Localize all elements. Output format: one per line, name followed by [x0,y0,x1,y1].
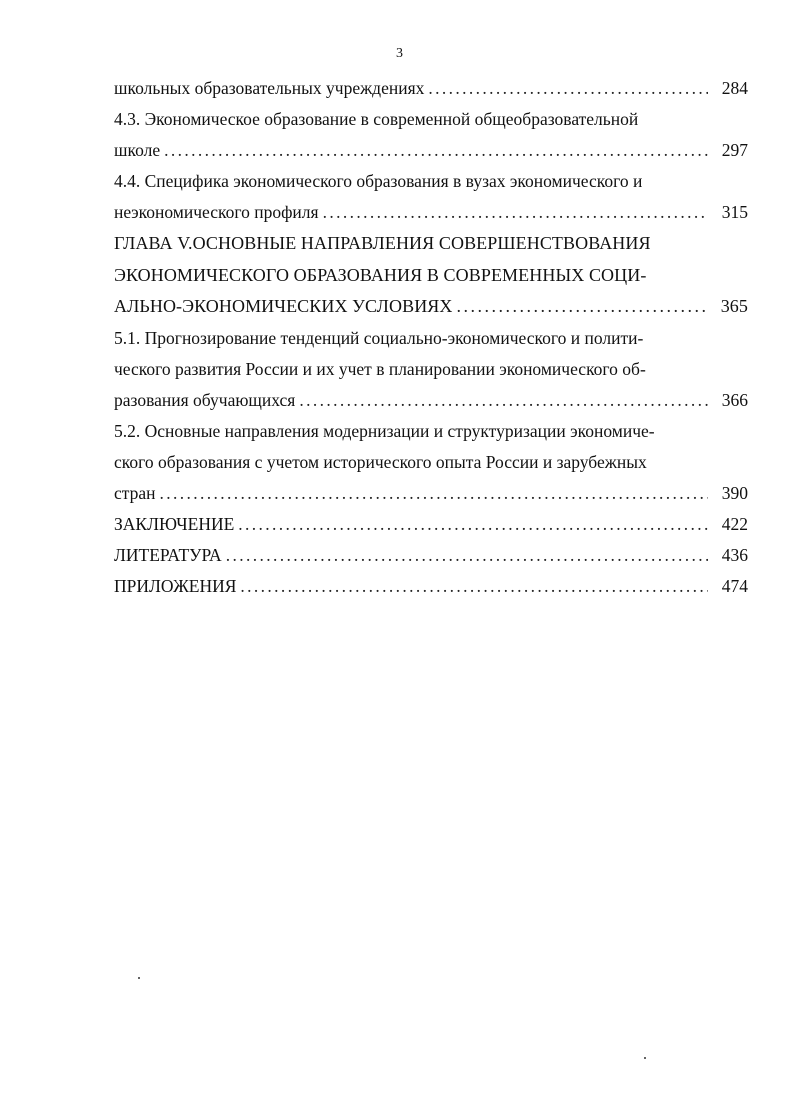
scan-speck [138,977,140,979]
toc-chapter-line[interactable] [114,260,748,292]
toc-entry-text: неэкономического профиля [114,202,319,222]
toc-page-number: 474 [721,575,748,596]
toc-page-number: 390 [721,482,748,503]
toc-page-number: 436 [721,544,748,565]
toc-page-number: 284 [721,78,748,98]
dot-leader [323,197,708,228]
toc-page-number: 366 [721,389,748,410]
dot-leader [428,73,708,104]
toc-entry-text: ПРИЛОЖЕНИЯ [114,575,237,596]
toc-page-number: 297 [721,140,748,160]
dot-leader [164,135,708,166]
toc-line[interactable] [114,571,748,602]
toc-page-number: 422 [721,513,748,534]
toc-line[interactable] [114,509,748,540]
toc-entry-text: ЗАКЛЮЧЕНИЕ [114,513,235,534]
toc-entry-text: 4.4. Специфика экономического образования в вузах экономического и [114,171,643,191]
toc-entry-text: 4.3. Экономическое образование в современной общеобразовательной [114,109,639,129]
toc-line[interactable] [114,385,748,416]
toc-chapter-line[interactable] [114,228,748,260]
toc-entry-text: разования обучающихся [114,389,296,410]
toc-line[interactable] [114,447,748,478]
dot-leader [160,478,708,509]
toc-chapter-line[interactable] [114,291,748,323]
page-number: 3 [396,46,403,61]
toc-entry-text: АЛЬНО-ЭКОНОМИЧЕСКИХ УСЛОВИЯХ [114,296,453,316]
toc-line[interactable] [114,323,748,354]
dot-leader [240,571,708,602]
scan-speck [644,1057,646,1059]
dot-leader [226,540,708,571]
toc-line[interactable] [114,197,748,228]
toc-entry-text: ЭКОНОМИЧЕСКОГО ОБРАЗОВАНИЯ В СОВРЕМЕННЫХ СОЦИ- [114,264,647,285]
toc-entry-text: ГЛАВА V.ОСНОВНЫЕ НАПРАВЛЕНИЯ СОВЕРШЕНСТВОВАНИЯ [114,233,651,253]
toc-entry-text: ческого развития России и их учет в планировании экономического об- [114,358,646,379]
toc-line[interactable] [114,416,748,447]
toc-entry-text: школьных образовательных учреждениях [114,78,425,98]
dot-leader [238,509,708,540]
toc-line[interactable] [114,354,748,385]
dot-leader [299,385,708,416]
toc-line[interactable] [114,540,748,571]
toc-entry-text: школе [114,140,161,160]
toc-entry-text: стран [114,482,156,503]
toc-line[interactable] [114,478,748,509]
toc-entry-text: ского образования с учетом исторического опыта России и зарубежных [114,451,647,472]
toc-line[interactable] [114,166,748,197]
toc-line[interactable] [114,135,748,166]
toc-entry-text: ЛИТЕРАТУРА [114,544,222,565]
dot-leader [457,291,709,323]
toc-entry-text: 5.2. Основные направления модернизации и структуризации экономиче- [114,420,655,441]
toc-page-number: 315 [721,202,748,222]
toc-line[interactable] [114,73,748,104]
toc-page-number: 365 [720,296,748,316]
toc-line[interactable] [114,104,748,135]
table-of-contents [114,73,748,602]
toc-entry-text: 5.1. Прогнозирование тенденций социально-экономического и полити- [114,327,644,348]
